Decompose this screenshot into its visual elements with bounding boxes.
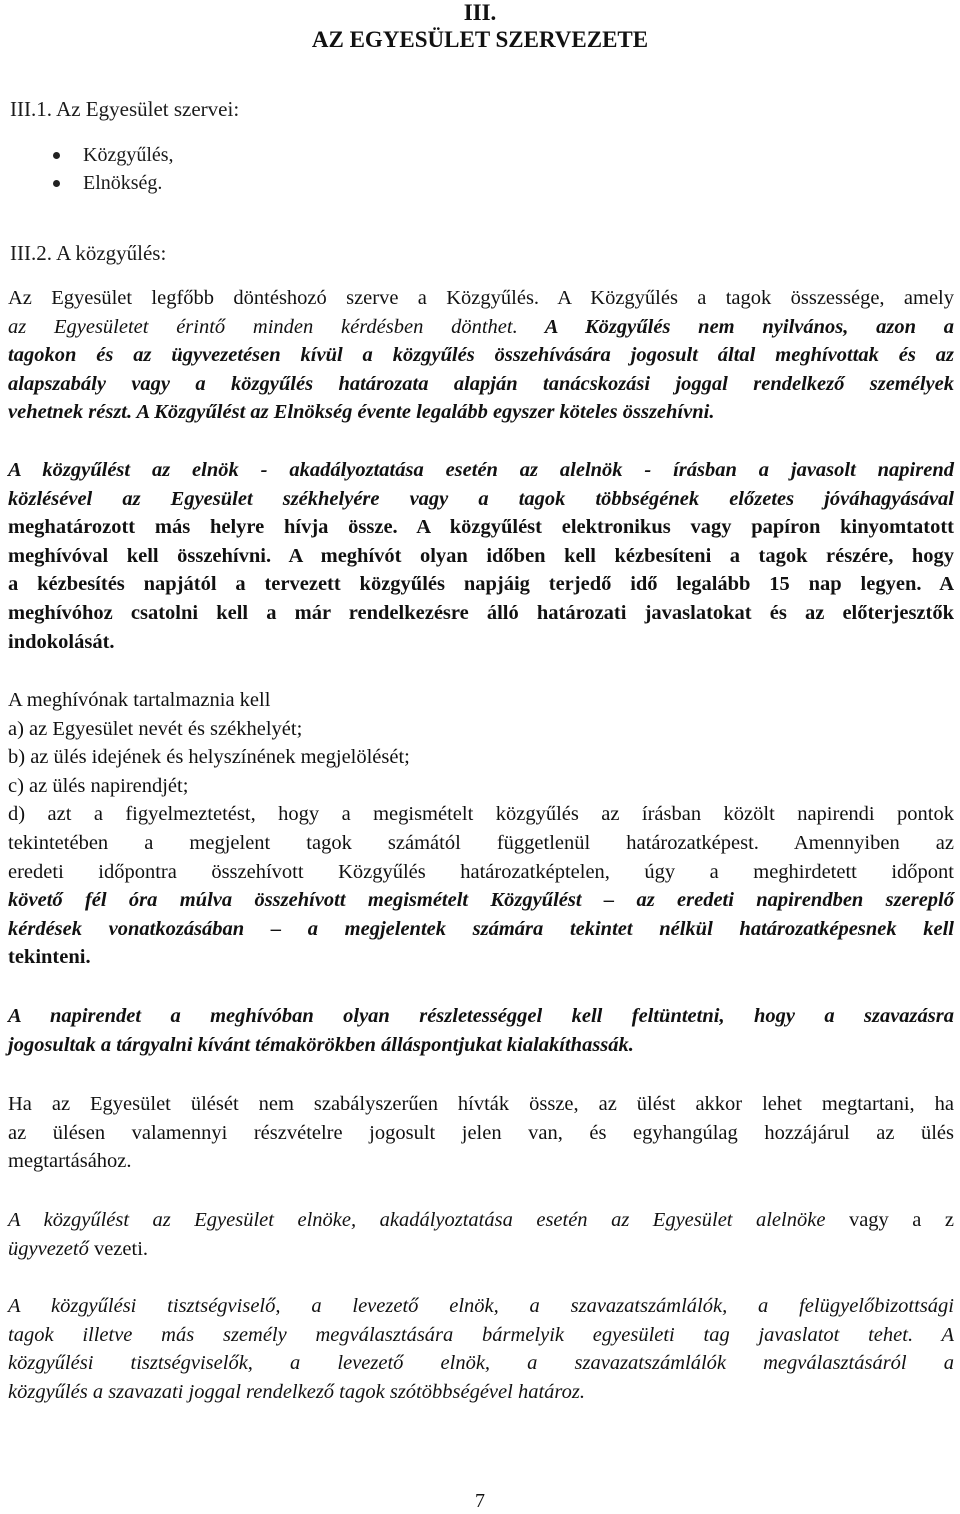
list-item-label: Közgyűlés, (83, 144, 174, 166)
text-line: kérdések vonatkozásában – a megjelentek számára tekintet nélkül határozatképesnek kell (8, 917, 954, 940)
paragraph-agenda-detail (8, 1002, 954, 1059)
text-line: tagok illetve más személy megválasztására bármelyik egyesületi tag javaslatot tehet. A (8, 1323, 954, 1346)
list-item (10, 141, 174, 169)
bullet-icon (53, 180, 60, 187)
text-line: Az Egyesület legfőbb döntéshozó szerve a Közgyűlés. A Közgyűlés a tagok összessége, amely (8, 287, 954, 309)
text-line: tekintetében a megjelent tagok számától függetlenül határozatképest. Amennyiben az (8, 831, 954, 854)
text-line: jogosultak a tárgyalni kívánt témakörökben álláspontjukat kialakíthassák. (8, 1033, 634, 1056)
paragraph-chairing (8, 1206, 954, 1263)
text-line: A meghívónak tartalmaznia kell (8, 689, 271, 711)
text-line: közgyűlési tisztségviselők, a levezető elnök, a szavazatszámlálók megválasztásáról a (8, 1352, 954, 1375)
text-line: megtartásához. (8, 1150, 132, 1173)
text-line: közgyűlés a szavazati joggal rendelkező tagok szótöbbségével határoz. (8, 1380, 585, 1403)
text-line: c) az ülés napirendjét; (8, 774, 189, 797)
text-line: tagokon és az ügyvezetésen kívül a közgyűlés összehívására jogosult által meghívottak és az (8, 344, 954, 367)
text-line: vehetnek részt. A Közgyűlést az Elnökség évente legalább egyszer köteles összehívni. (8, 401, 715, 424)
list-item-label: Elnökség. (83, 172, 163, 194)
text-line (8, 313, 954, 342)
text-span: A közgyűlést az Egyesület elnöke, akadályoztatása esetén az Egyesület alelnöke (8, 1209, 826, 1231)
paragraph-general-assembly (8, 284, 954, 427)
text-line: alapszabály vagy a közgyűlés határozata alapján tanácskozási joggal rendelkező személyek (8, 372, 954, 395)
text-line: A napirendet a meghívóban olyan részletességgel kell feltüntetni, hogy a szavazásra (8, 1005, 954, 1027)
paragraph-irregular-meeting (8, 1090, 954, 1176)
text-line (8, 1206, 954, 1235)
chapter-number: III. (463, 0, 497, 25)
text-line: a kézbesítés napjától a tervezett közgyűlés napjáig terjedő idő legalább 15 nap legyen. A (8, 573, 954, 596)
organs-list (10, 141, 174, 197)
text-line: az ülésen valamennyi részvételre jogosult jelen van, és egyhangúlag hozzájárul az ülés (8, 1121, 954, 1144)
text-line: meghívóval kell összehívni. A meghívót olyan időben kell kézbesíteni a tagok részére, hogy (8, 544, 954, 567)
list-item (10, 169, 174, 197)
page-number: 7 (475, 1490, 485, 1512)
chapter-title: AZ EGYESÜLET SZERVEZETE (311, 27, 649, 52)
text-line: A közgyűlést az elnök - akadályoztatása esetén az alelnök - írásban a javasolt napirend (8, 459, 954, 481)
text-span: ügyvezető (8, 1237, 89, 1260)
text-line: tekinteni. (8, 946, 91, 969)
text-line: d) azt a figyelmeztetést, hogy a megismételt közgyűlés az írásban közölt napirendi pontok (8, 803, 954, 826)
text-line: követő fél óra múlva összehívott megismételt Közgyűlést – az eredeti napirendben szereplő (8, 889, 954, 912)
paragraph-invitation-contents (8, 686, 954, 972)
text-line (8, 1235, 954, 1264)
text-span: vezeti. (88, 1237, 149, 1260)
text-line: meghatározott más helyre hívja össze. A közgyűlést elektronikus vagy papíron kinyomtatott (8, 516, 954, 539)
text-line: meghívóhoz csatolni kell a már rendelkezésre álló határozati javaslatokat és az előterjesztők (8, 601, 954, 624)
text-line: A közgyűlési tisztségviselő, a levezető elnök, a szavazatszámlálók, a felügyelőbizottsági (8, 1295, 954, 1317)
paragraph-convening (8, 456, 954, 656)
text-line: Ha az Egyesület ülését nem szabályszerűen hívták össze, az ülést akkor lehet megtartani, ha (8, 1093, 954, 1115)
bullet-icon (53, 152, 60, 159)
section-1-title: III.1. Az Egyesület szervei: (10, 97, 240, 121)
text-line: indokolását. (8, 630, 115, 653)
text-span: A Közgyűlés nem nyilvános, azon a (517, 315, 954, 338)
text-span: az Egyesületet érintő minden kérdésben dönthet. (8, 315, 518, 338)
paragraph-officers (8, 1292, 954, 1406)
text-line: közlésével az Egyesület székhelyére vagy a tagok többségének előzetes jóváhagyásával (8, 487, 954, 510)
text-line: b) az ülés idejének és helyszínének megjelölését; (8, 746, 410, 769)
section-2-title: III.2. A közgyűlés: (10, 241, 167, 265)
text-line: a) az Egyesület nevét és székhelyét; (8, 717, 303, 740)
text-line: eredeti időpontra összehívott Közgyűlés határozatképtelen, úgy a meghirdetett időpont (8, 860, 954, 883)
text-span: vagy a z (825, 1209, 954, 1231)
